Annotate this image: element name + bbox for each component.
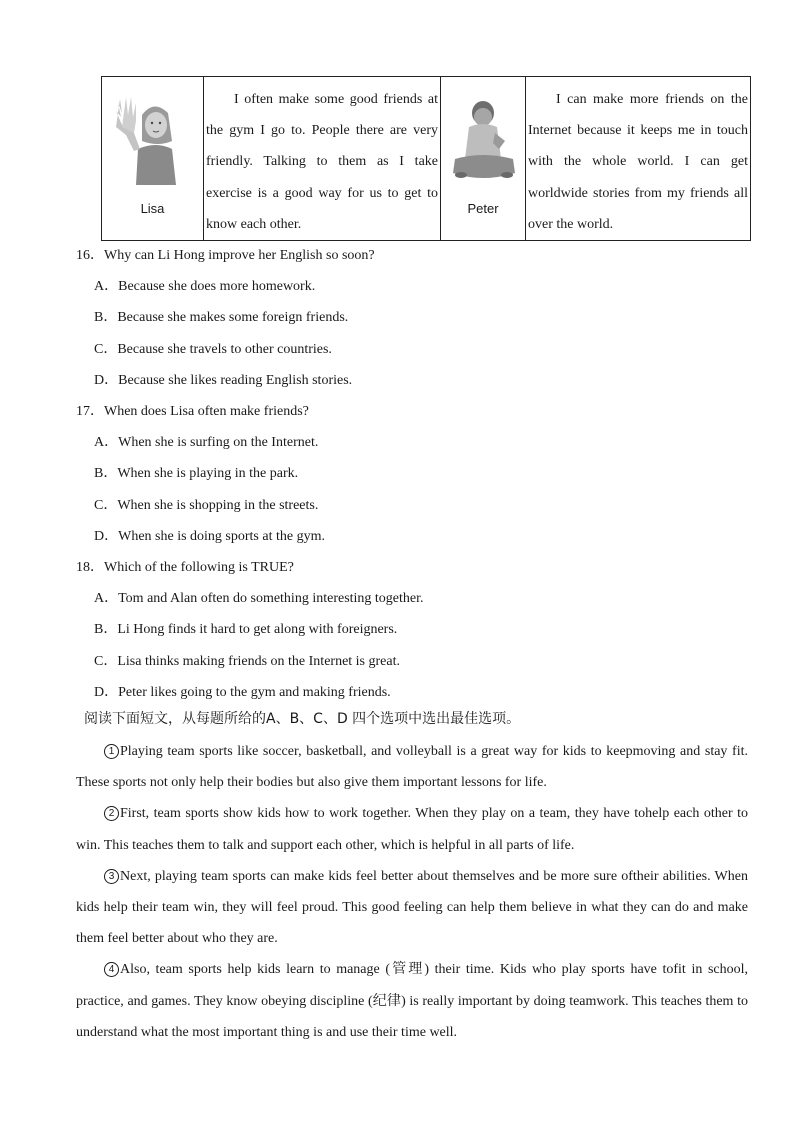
answer-option[interactable]: B．When she is playing in the park. (94, 466, 299, 482)
question-stem: 18．Which of the following is TRUE? (76, 560, 294, 576)
text-cell-peter (526, 77, 751, 241)
question-stem: 17．When does Lisa often make friends? (76, 404, 309, 420)
answer-option[interactable]: C．Because she travels to other countries. (94, 341, 332, 357)
answer-option[interactable]: A．Tom and Alan often do something interesting together. (94, 591, 424, 607)
passage-paragraph: 4 Also, team sports help kids learn to manage (管理) their time. Kids who play sports have tofit in school, practice, and games. They know obeying discipline (纪律) is really important by doing teamwork. This teaches them to understand what the most important thing is and use their time well. (76, 962, 748, 1040)
reading-passage (76, 736, 748, 1048)
passage-paragraph: 2 First, team sports show kids how to work together. When they play on a team, they have tohelp each other to win. This teaches them to talk and support each other, which is helpful in all parts of life. (76, 806, 748, 853)
text-cell-lisa (204, 77, 441, 241)
answer-option[interactable]: C．Lisa thinks making friends on the Internet is great. (94, 653, 400, 669)
photo-cell-lisa (102, 77, 204, 241)
lisa-description: I often make some good friends at the gym I go to. People there are very friendly. Talking to them as I take exercise is a good way for us to get to know each other. (206, 92, 438, 232)
friends-table (101, 76, 751, 241)
answer-option[interactable]: D．Because she likes reading English stories. (94, 372, 353, 388)
paragraph-number: 3 (104, 869, 119, 884)
answer-option[interactable]: B．Li Hong finds it hard to get along with foreigners. (94, 622, 398, 638)
photo-cell-peter (441, 77, 526, 241)
section-instruction: 阅读下面短文，从每题所给的A、B、C、D 四个选项中选出最佳选项。 (84, 711, 521, 727)
paragraph-number: 1 (104, 744, 119, 759)
paragraph-number: 2 (104, 806, 119, 821)
answer-option[interactable]: D．Peter likes going to the gym and making friends. (94, 684, 391, 700)
answer-option[interactable]: A．When she is surfing on the Internet. (94, 435, 319, 451)
peter-description: I can make more friends on the Internet because it keeps me in touch with the whole world. I can get worldwide stories from my friends all over the world. (528, 92, 748, 232)
answer-option[interactable]: B．Because she makes some foreign friends. (94, 310, 349, 326)
question-stem: 16．Why can Li Hong improve her English so soon? (76, 248, 375, 263)
answer-option[interactable]: C．When she is shopping in the streets. (94, 497, 319, 513)
answer-option[interactable]: A．Because she does more homework. (94, 279, 316, 295)
peter-photo (449, 93, 521, 189)
paragraph-number: 4 (104, 962, 119, 977)
person-name: Peter (467, 201, 499, 216)
passage-paragraph: 3 Next, playing team sports can make kids feel better about themselves and be more sure oftheir abilities. When kids help their team win, they will feel proud. This good feeling can help them believe in what they can do and make them feel better about who they are. (76, 868, 748, 947)
question-list (76, 240, 756, 708)
answer-option[interactable]: D．When she is doing sports at the gym. (94, 528, 325, 544)
passage-paragraph: 1 Playing team sports like soccer, basketball, and volleyball is a great way for kids to keepmoving and stay fit. These sports not only help their bodies but also give them important lessons for life. (76, 744, 748, 791)
lisa-photo (112, 93, 194, 189)
person-name: Lisa (140, 201, 165, 216)
